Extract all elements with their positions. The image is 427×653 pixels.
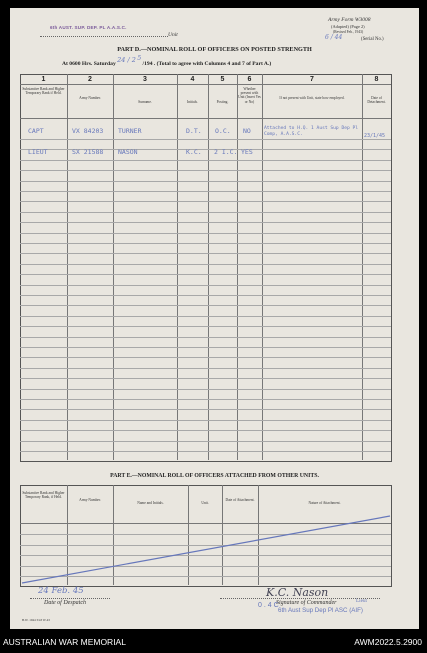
ruled-line (20, 285, 391, 286)
form-revised: (Revised Feb., 1943) (333, 30, 364, 34)
col-number-1: 1 (41, 76, 46, 83)
ruled-line (20, 409, 391, 410)
row1-posting: O.C. (215, 127, 231, 135)
date-prefix: At 0600 Hrs. Saturday (62, 61, 116, 67)
e-col-header-date-attachment: Date of Attachment. (225, 498, 255, 502)
strike-through-line (20, 513, 392, 585)
row1-initials: D.T. (186, 127, 202, 135)
ruled-line (20, 430, 391, 431)
e-col-header-army-number: Army Number. (79, 498, 101, 502)
commander-signature: K.C. Nason (266, 586, 329, 599)
ruled-line (20, 264, 391, 265)
ruled-line (20, 295, 391, 296)
col-header-surname: Surname. (138, 100, 152, 104)
col-header-present: Whether present with Unit (Insert Yes or No) (238, 87, 261, 104)
ruled-line (20, 337, 391, 338)
col-header-initials: Initials. (187, 100, 198, 104)
date-handwritten: 24 / 2 (117, 56, 136, 64)
ruled-line (20, 305, 391, 306)
ruled-line (20, 212, 391, 213)
ruled-line (20, 347, 391, 348)
signature-dotted-line (220, 598, 380, 599)
ruled-line (20, 243, 391, 244)
ruled-line (20, 451, 391, 452)
row2-number: SX 21588 (72, 148, 104, 156)
serial-handwritten: 6 / 44 (325, 34, 343, 41)
col-header-employed: If not present with Unit, state how employed. (279, 96, 345, 100)
row1-date: 23/1/45 (364, 133, 386, 139)
col-number-6: 6 (247, 76, 252, 83)
e-col-header-nature: Nature of Attachment. (308, 501, 341, 505)
form-number: Army Form W3008 (328, 17, 371, 23)
unit-stamp: 6th AUST. SUP. DEP. PL A.A.S.C. (50, 25, 127, 30)
ruled-line (20, 253, 391, 254)
ruled-line (20, 389, 391, 390)
row2-present: YES (241, 148, 253, 156)
ruled-line (20, 316, 391, 317)
ruled-line (20, 139, 391, 140)
ruled-line (20, 160, 391, 161)
row1-employed: Attached to H.Q. 1 Aust Sup Dep Pl Comp, A.A.S.C. (264, 126, 359, 137)
print-reference: B.W. 1944 3/43 W-43 (22, 618, 50, 622)
date-suffix: /194 . (Total to agree with Columns 4 and 7 of Part A.) (142, 61, 272, 67)
ruled-line (20, 441, 391, 442)
row1-rank: CAPT (28, 127, 44, 135)
row2-surname: NASON (118, 148, 138, 156)
col-number-8: 8 (374, 76, 379, 83)
signature-prefix: 0 . 4 C (258, 602, 279, 609)
part-e-title: PART E.—NOMINAL ROLL OF OFFICERS ATTACHED FROM OTHER UNITS. (110, 473, 319, 479)
ruled-line (20, 170, 391, 171)
form-adapted: (Adapted) (Page 2) (331, 24, 365, 29)
date-year-handwritten: 5 (137, 55, 142, 62)
despatch-dotted-line (30, 598, 110, 599)
signature-rank: Lieut (356, 598, 367, 604)
despatch-date-handwritten: 24 Feb. 45 (38, 586, 84, 596)
ruled-line (20, 357, 391, 358)
ruled-line (20, 368, 391, 369)
commander-unit-stamp: 6th Aust Sup Dep Pl ASC (AIF) (278, 607, 363, 614)
part-d-title: PART D.—NOMINAL ROLL OF OFFICERS ON POSTED STRENGTH (117, 46, 312, 53)
commander-label: Signature of Commander (276, 600, 337, 606)
col-number-3: 3 (143, 76, 147, 83)
ruled-line (20, 420, 391, 421)
ruled-line (20, 233, 391, 234)
col-header-date-detachment: Date of Detachment. (367, 96, 386, 105)
ruled-line (20, 399, 391, 400)
ruled-line (20, 222, 391, 223)
col-header-rank: Substantive Rank and Higher Temporary Rank if Held. (22, 87, 65, 96)
ruled-line (20, 274, 391, 275)
e-col-header-unit: Unit. (201, 501, 209, 505)
e-col-header-rank: Substantive Rank and Higher Temporary Rank, if Held. (22, 491, 65, 500)
part-d-date-line (62, 55, 272, 67)
row1-number: VX 84203 (72, 127, 104, 135)
unit-dotted-line (40, 36, 168, 37)
e-col-header-name: Name and Initials. (137, 501, 164, 505)
col-header-posting: Posting. (216, 100, 229, 104)
col-number-5: 5 (220, 76, 225, 83)
row1-present: NO (243, 127, 251, 135)
despatch-label: Date of Despatch (44, 600, 86, 606)
unit-label: Unit (168, 32, 178, 38)
document-page (10, 8, 419, 629)
ruled-line (20, 378, 391, 379)
col-number-7: 7 (310, 76, 314, 83)
row2-posting: 2 I.C. (214, 148, 238, 156)
row1-surname: TURNER (118, 127, 142, 135)
col-number-2: 2 (88, 76, 92, 83)
serial-label: (Serial No.) (361, 37, 384, 42)
ruled-line (20, 326, 391, 327)
ruled-line (20, 181, 391, 182)
footer-accession-number: AWM2022.5.2900 (354, 637, 422, 647)
row2-rank: LIEUT (28, 148, 48, 156)
row2-initials: K.C. (186, 148, 202, 156)
ruled-line (20, 191, 391, 192)
col-number-4: 4 (190, 76, 195, 83)
ruled-line (20, 201, 391, 202)
col-header-army-number: Army Number. (79, 96, 101, 100)
footer-institution: AUSTRALIAN WAR MEMORIAL (3, 637, 126, 647)
